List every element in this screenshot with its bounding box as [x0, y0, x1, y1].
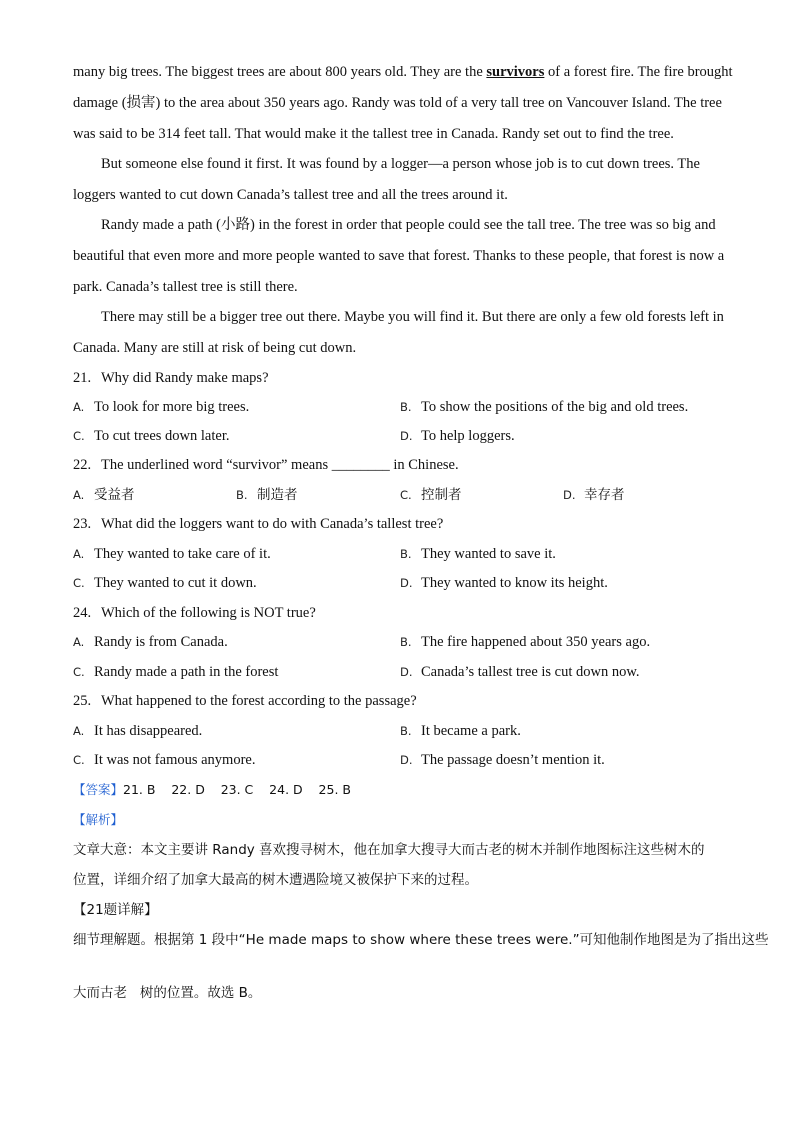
question-number: 21.: [73, 370, 92, 386]
option-text: 幸存者: [584, 487, 625, 503]
option-a: [73, 544, 271, 564]
option-c: [73, 750, 255, 770]
option-b: [400, 544, 556, 564]
passage-line: Randy made a path (小路) in the forest in order that people could see the tall tree. The tree was so big and: [101, 217, 716, 233]
question-number: 22.: [73, 457, 92, 473]
option-b: [236, 485, 298, 505]
option-text: They wanted to save it.: [421, 546, 556, 562]
detail-heading: 【21题详解】: [73, 902, 158, 918]
option-text: To look for more big trees.: [94, 399, 250, 415]
underlined-word-survivors: survivors: [486, 64, 545, 80]
question-text: Why did Randy make maps?: [101, 370, 269, 386]
option-letter: C.: [73, 576, 85, 590]
question-25: [73, 691, 417, 711]
option-text: They wanted to cut it down.: [94, 575, 257, 591]
option-d: [400, 573, 608, 593]
passage-line: But someone else found it first. It was found by a logger—a person whose job is to cut down trees. The: [101, 156, 700, 172]
analysis-label: [73, 810, 123, 830]
option-letter: A.: [73, 547, 85, 561]
option-letter: A.: [73, 488, 85, 502]
question-21: [73, 368, 269, 388]
option-letter: C.: [73, 429, 85, 443]
option-d: [400, 662, 640, 682]
option-letter: C.: [73, 665, 85, 679]
option-text: To help loggers.: [421, 428, 515, 444]
question-22: [73, 455, 459, 475]
option-letter: D.: [400, 753, 413, 767]
option-a: [73, 632, 228, 652]
question-text: What did the loggers want to do with Canada’s tallest tree?: [101, 516, 444, 532]
detail-line: 大而古老 树的位置。故选 B。: [73, 985, 262, 1001]
option-letter: B.: [236, 488, 248, 502]
detail-line: 细节理解题。根据第 1 段中“He made maps to show where these trees were.”可知他制作地图是为了指出这些: [73, 932, 769, 948]
question-text: The underlined word “survivor” means ________ in Chinese.: [101, 457, 459, 473]
option-b: [400, 397, 688, 417]
option-text: The fire happened about 350 years ago.: [421, 634, 651, 650]
option-letter: A.: [73, 400, 85, 414]
passage-line: Canada. Many are still at risk of being cut down.: [73, 340, 357, 356]
answer-label: 【答案】: [73, 782, 124, 797]
option-text: 制造者: [257, 487, 298, 503]
option-b: [400, 632, 650, 652]
option-letter: B.: [400, 547, 412, 561]
passage-line: loggers wanted to cut down Canada’s tallest tree and all the trees around it.: [73, 187, 508, 203]
option-letter: B.: [400, 635, 412, 649]
option-d: [563, 485, 625, 505]
passage-line: beautiful that even more and more people wanted to save that forest. Thanks to these people, that forest is now a: [73, 248, 725, 264]
option-d: [400, 426, 515, 446]
option-c: [73, 662, 278, 682]
option-text: It became a park.: [421, 723, 521, 739]
option-text: It has disappeared.: [94, 723, 203, 739]
option-text: They wanted to know its height.: [421, 575, 608, 591]
option-text: The passage doesn’t mention it.: [421, 752, 605, 768]
question-text: What happened to the forest according to the passage?: [101, 693, 417, 709]
question-number: 25.: [73, 693, 92, 709]
option-c: [73, 573, 257, 593]
option-letter: D.: [400, 429, 413, 443]
option-text: Randy is from Canada.: [94, 634, 228, 650]
option-letter: A.: [73, 724, 85, 738]
option-text: Randy made a path in the forest: [94, 664, 279, 680]
option-letter: D.: [400, 665, 413, 679]
option-letter: A.: [73, 635, 85, 649]
answer-key: [73, 780, 351, 800]
option-a: [73, 721, 202, 741]
option-text: Canada’s tallest tree is cut down now.: [421, 664, 640, 680]
option-a: [73, 485, 135, 505]
option-letter: B.: [400, 724, 412, 738]
text: many big trees. The biggest trees are about 800 years old. They are the: [73, 64, 487, 80]
analysis-summary-line: 文章大意：本文主要讲 Randy 喜欢搜寻树木，他在加拿大搜寻大而古老的树木并制作地图标注这些树木的: [73, 842, 705, 858]
option-d: [400, 750, 605, 770]
passage-line: park. Canada’s tallest tree is still there.: [73, 279, 298, 295]
option-letter: C.: [400, 488, 412, 502]
passage-line: damage (损害) to the area about 350 years ago. Randy was told of a very tall tree on Vancouver Island. The tree: [73, 95, 722, 111]
option-text: 控制者: [421, 487, 462, 503]
option-letter: D.: [400, 576, 413, 590]
option-text: 受益者: [94, 487, 135, 503]
passage-line: There may still be a bigger tree out there. Maybe you will find it. But there are only a few old forests left in: [101, 309, 724, 325]
option-letter: D.: [563, 488, 576, 502]
option-text: It was not famous anymore.: [94, 752, 256, 768]
question-number: 23.: [73, 516, 92, 532]
analysis-summary-line: 位置，详细介绍了加拿大最高的树木遭遇险境又被保护下来的过程。: [73, 872, 478, 888]
option-b: [400, 721, 521, 741]
option-text: They wanted to take care of it.: [94, 546, 271, 562]
text: of a forest fire. The fire brought: [544, 64, 733, 80]
analysis-heading: 【解析】: [73, 812, 124, 827]
question-number: 24.: [73, 605, 92, 621]
option-a: [73, 397, 249, 417]
question-text: Which of the following is NOT true?: [101, 605, 316, 621]
option-text: To show the positions of the big and old trees.: [421, 399, 689, 415]
option-letter: B.: [400, 400, 412, 414]
question-24: [73, 603, 316, 623]
option-c: [400, 485, 462, 505]
answer-values: 21. B 22. D 23. C 24. D 25. B: [123, 782, 351, 797]
option-letter: C.: [73, 753, 85, 767]
option-text: To cut trees down later.: [94, 428, 230, 444]
option-c: [73, 426, 229, 446]
passage-line: [73, 62, 733, 82]
question-23: [73, 514, 443, 534]
passage-line: was said to be 314 feet tall. That would make it the tallest tree in Canada. Randy set out to find the tree.: [73, 126, 674, 142]
